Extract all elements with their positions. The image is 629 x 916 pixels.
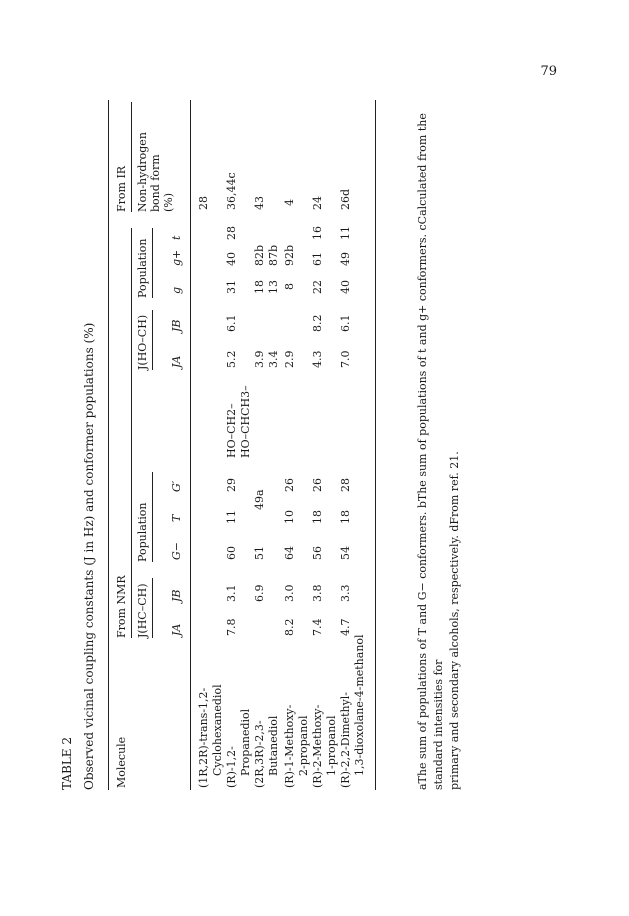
header-population-1: Population bbox=[136, 502, 149, 562]
row6-tl: 11 bbox=[339, 226, 352, 240]
row4-gminus: 64 bbox=[283, 546, 296, 560]
row5-tl: 16 bbox=[311, 226, 324, 240]
row6-jb2: 6.1 bbox=[339, 314, 352, 332]
row2-gplus: 82b bbox=[253, 244, 266, 266]
header-t: T bbox=[170, 514, 183, 522]
header-rule bbox=[190, 100, 191, 790]
rule-population-2 bbox=[152, 228, 153, 298]
header-nonhb-1: Non-hydrogen bbox=[136, 132, 149, 212]
header-nonhb-3: (%) bbox=[162, 192, 175, 212]
row1-molecule-2: Cyclohexanediol bbox=[211, 684, 224, 776]
row1-jb2: 6.1 bbox=[225, 314, 238, 332]
row6-t: 18 bbox=[339, 510, 352, 524]
header-nonhb-2: bond form bbox=[149, 154, 162, 212]
row2-gminus: 51 bbox=[253, 546, 266, 560]
row5-jb2: 8.2 bbox=[311, 314, 324, 332]
row2-t: 49a bbox=[253, 489, 266, 510]
row6-gplus: 49 bbox=[339, 252, 352, 266]
row4-g: 8 bbox=[283, 283, 296, 290]
row4-ja2: 2.9 bbox=[283, 350, 296, 368]
header-molecule: Molecule bbox=[115, 736, 128, 788]
row4-ja: 8.2 bbox=[283, 618, 296, 636]
row1-ir: 36,44c bbox=[225, 172, 238, 210]
row5-molecule-1: (R)-2-Methoxy- bbox=[311, 704, 324, 788]
row2-g: 18 bbox=[253, 280, 266, 294]
row6-ir: 26d bbox=[339, 188, 352, 210]
top-rule bbox=[108, 100, 109, 790]
row6-gminus: 54 bbox=[339, 546, 352, 560]
row5-ir: 24 bbox=[311, 196, 324, 210]
table-label: TABLE 2 bbox=[60, 736, 74, 790]
row3-ja2: 3.4 bbox=[267, 350, 280, 368]
row1-ja2: 5.2 bbox=[225, 350, 238, 368]
header-j-hcch: J(HC–CH) bbox=[136, 583, 149, 638]
header-gminus: G− bbox=[170, 541, 183, 560]
row5-gplus: 61 bbox=[311, 252, 324, 266]
row6-gprime: 28 bbox=[339, 478, 352, 492]
row6-g: 40 bbox=[339, 280, 352, 294]
header-jb2: JB bbox=[170, 319, 183, 332]
bottom-rule bbox=[375, 100, 376, 790]
row5-ja: 7.4 bbox=[311, 618, 324, 636]
rule-nmr bbox=[131, 228, 132, 638]
footnotes bbox=[415, 90, 463, 790]
footnote-line-1: aThe sum of populations of T and G− conformers. bThe sum of populations of t and g+ conformers. cCalculated from the standard intensities for bbox=[416, 113, 445, 790]
row2-jb: 6.9 bbox=[253, 584, 266, 602]
row5-gprime: 26 bbox=[311, 478, 324, 492]
row5-gminus: 56 bbox=[311, 546, 324, 560]
header-ja2: JA bbox=[170, 355, 183, 368]
row6-ja: 4.7 bbox=[339, 618, 352, 636]
row2-ja2: 3.9 bbox=[253, 350, 266, 368]
row1-gprime: 29 bbox=[225, 478, 238, 492]
row1-ir-cyclohexane: 28 bbox=[197, 196, 210, 210]
row1-jb: 3.1 bbox=[225, 584, 238, 602]
row1-gminus: 60 bbox=[225, 546, 238, 560]
row1-tl: 28 bbox=[225, 226, 238, 240]
row2-molecule-2: Propanediol bbox=[239, 708, 252, 776]
footnote-line-2: primary and secondary alcohols, respectively. dFrom ref. 21. bbox=[447, 451, 461, 790]
header-from-ir: From IR bbox=[115, 165, 128, 212]
row6-ja2: 7.0 bbox=[339, 350, 352, 368]
row1-t: 11 bbox=[225, 510, 238, 524]
row1-ja: 7.8 bbox=[225, 618, 238, 636]
row1-gplus: 40 bbox=[225, 252, 238, 266]
rotated-table-block bbox=[60, 90, 500, 810]
row1-group: HO–CH2– bbox=[225, 403, 238, 458]
row4-t: 10 bbox=[283, 510, 296, 524]
row1-molecule-1: (1R,2R)-trans-1,2- bbox=[197, 687, 210, 788]
header-t-lower: t bbox=[170, 235, 183, 240]
row5-ja2: 4.3 bbox=[311, 350, 324, 368]
row5-jb: 3.8 bbox=[311, 584, 324, 602]
row6-molecule-2: 1,3-dioxolane-4-methanol bbox=[353, 634, 366, 776]
row5-g: 22 bbox=[311, 280, 324, 294]
row6-jb: 3.3 bbox=[339, 584, 352, 602]
rule-population-1 bbox=[152, 472, 153, 562]
row4-jb: 3.0 bbox=[283, 584, 296, 602]
rule-j-hcch bbox=[152, 578, 153, 638]
row4-gprime: 26 bbox=[283, 478, 296, 492]
table-caption: Observed vicinal coupling constants (J in Hz) and conformer populations (%) bbox=[82, 322, 96, 790]
page-number: 79 bbox=[540, 64, 557, 79]
row4-ir: 4 bbox=[283, 199, 296, 206]
header-population-2: Population bbox=[136, 238, 149, 298]
row4-molecule-1: (R)-1-Methoxy- bbox=[283, 704, 296, 788]
row2-molecule-1b: (R)-1,2- bbox=[225, 746, 238, 788]
row2-group: HO–CHCH3– bbox=[239, 385, 252, 458]
header-j-hoch: J(HO–CH) bbox=[136, 314, 149, 370]
row5-t: 18 bbox=[311, 510, 324, 524]
row6-molecule-1: (R)-2,2-Dimethyl- bbox=[339, 691, 352, 788]
header-from-nmr: From NMR bbox=[115, 575, 128, 638]
row5-molecule-2: 1-propanol bbox=[325, 715, 338, 776]
row4-molecule-2: 2-propanol bbox=[297, 715, 310, 776]
row3-molecule-2: Butanediol bbox=[267, 715, 280, 776]
header-jb: JB bbox=[170, 589, 183, 602]
rule-ir bbox=[131, 102, 132, 212]
header-ja: JA bbox=[170, 623, 183, 636]
row3-molecule-1: (2R,3R)-2,3- bbox=[253, 720, 266, 788]
header-g: g bbox=[170, 286, 183, 294]
row2-ir: 43 bbox=[253, 196, 266, 210]
row4-gplus: 92b bbox=[283, 244, 296, 266]
row3-g: 13 bbox=[267, 280, 280, 294]
row1-g: 31 bbox=[225, 280, 238, 294]
header-gprime: G′ bbox=[170, 480, 183, 492]
header-gplus: g+ bbox=[170, 249, 183, 266]
rule-j-hoch bbox=[152, 310, 153, 370]
row3-gplus: 87b bbox=[267, 244, 280, 266]
